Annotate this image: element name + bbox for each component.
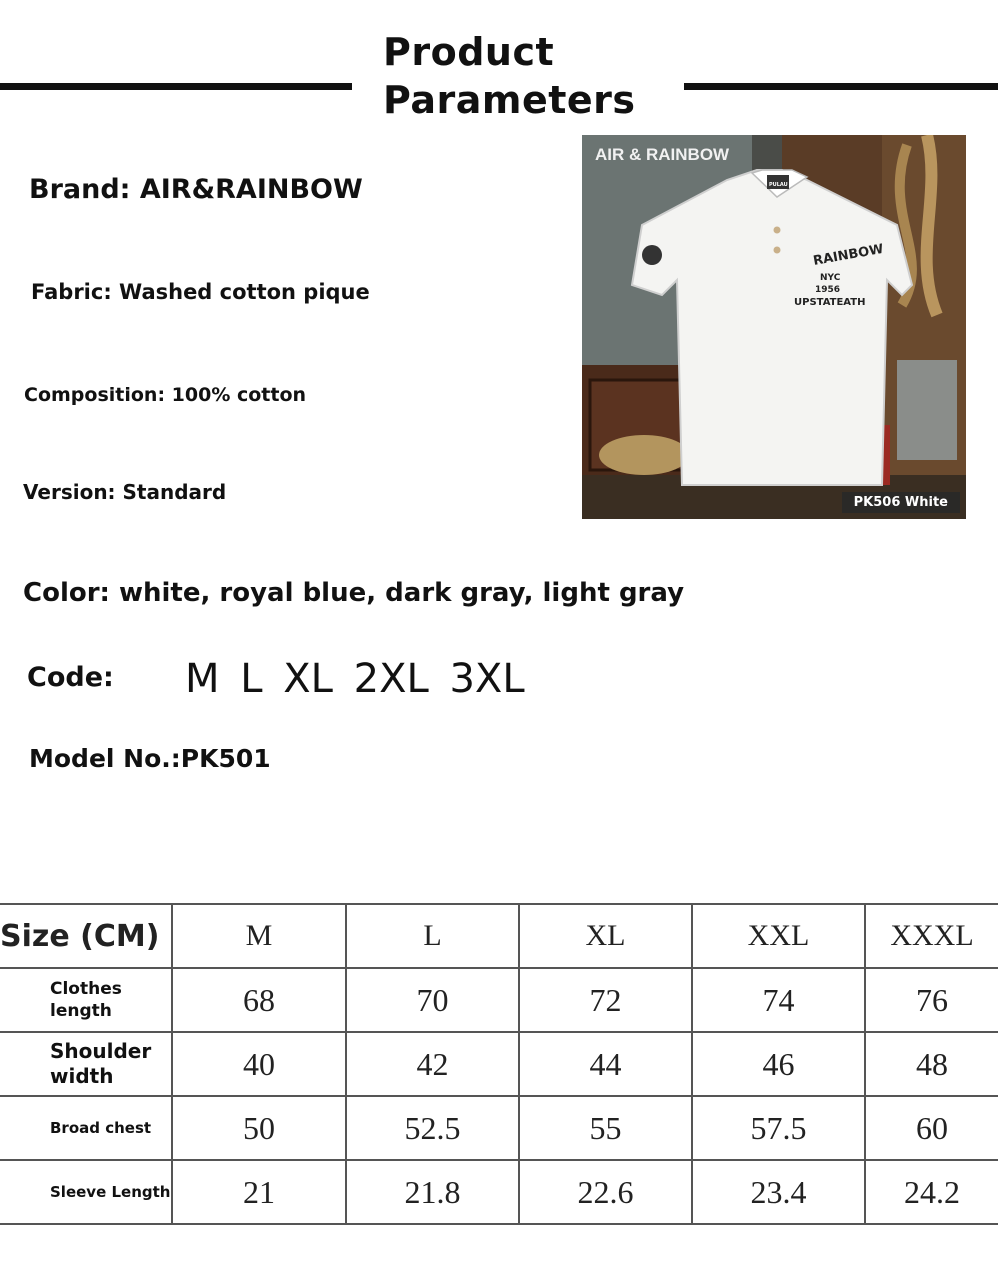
- shirt-print-line-3: 1956: [815, 285, 841, 295]
- table-cell: 74: [692, 968, 865, 1032]
- table-cell: 72: [519, 968, 692, 1032]
- table-cell: 55: [519, 1096, 692, 1160]
- shirt-print-line-1: RAINBOW: [812, 241, 885, 269]
- photo-brand-text: AIR & RAINBOW: [595, 145, 730, 164]
- header-rule-right: [684, 83, 998, 90]
- table-cell: 40: [172, 1032, 346, 1096]
- title-line-2: Parameters: [383, 78, 636, 122]
- header-rule-left: [0, 83, 352, 90]
- version-param: Version: Standard: [23, 480, 227, 504]
- brand-param: Brand: AIR&RAINBOW: [29, 174, 363, 205]
- size-header-xl: XL: [519, 904, 692, 968]
- table-cell: 44: [519, 1032, 692, 1096]
- product-photo-illustration: [582, 135, 966, 519]
- model-number: Model No.:PK501: [29, 744, 271, 773]
- table-cell: 42: [346, 1032, 519, 1096]
- table-cell: 21: [172, 1160, 346, 1224]
- table-cell: 21.8: [346, 1160, 519, 1224]
- photo-caption: PK506 White: [842, 492, 960, 513]
- row-label-shoulder-width: Shoulder width: [0, 1032, 172, 1096]
- row-label-clothes-length: Clothes length: [0, 968, 172, 1032]
- table-cell: 52.5: [346, 1096, 519, 1160]
- composition-param: Composition: 100% cotton: [24, 384, 307, 406]
- table-row: [0, 1096, 998, 1160]
- table-cell: 23.4: [692, 1160, 865, 1224]
- table-cell: 60: [865, 1096, 998, 1160]
- shirt-print-line-4: UPSTATEATH: [794, 297, 866, 308]
- size-table: [0, 903, 998, 1225]
- table-cell: 22.6: [519, 1160, 692, 1224]
- table-cell: 48: [865, 1032, 998, 1096]
- table-cell: 50: [172, 1096, 346, 1160]
- table-cell: 24.2: [865, 1160, 998, 1224]
- row-label-sleeve-length: Sleeve Length: [0, 1160, 172, 1224]
- row-label-broad-chest: Broad chest: [0, 1096, 172, 1160]
- table-cell: 70: [346, 968, 519, 1032]
- table-row: [0, 1032, 998, 1096]
- table-cell: 46: [692, 1032, 865, 1096]
- code-label: Code:: [27, 662, 114, 693]
- size-table-corner: Size (CM): [0, 904, 172, 968]
- product-photo: [582, 135, 966, 519]
- table-row: [0, 968, 998, 1032]
- size-table-header-row: [0, 904, 998, 968]
- shirt-print-line-2: NYC: [820, 273, 841, 283]
- table-cell: 57.5: [692, 1096, 865, 1160]
- size-header-l: L: [346, 904, 519, 968]
- size-header-xxxl: XXXL: [865, 904, 998, 968]
- table-cell: 76: [865, 968, 998, 1032]
- title-line-1: Product: [383, 30, 555, 74]
- table-row: [0, 1160, 998, 1224]
- page-title: [383, 28, 636, 124]
- collar-tag: PULAU: [769, 182, 788, 188]
- table-cell: 68: [172, 968, 346, 1032]
- size-header-xxl: XXL: [692, 904, 865, 968]
- size-header-m: M: [172, 904, 346, 968]
- color-param: Color: white, royal blue, dark gray, light gray: [23, 578, 685, 608]
- code-sizes: M L XL 2XL 3XL: [185, 656, 525, 702]
- fabric-param: Fabric: Washed cotton pique: [31, 280, 370, 304]
